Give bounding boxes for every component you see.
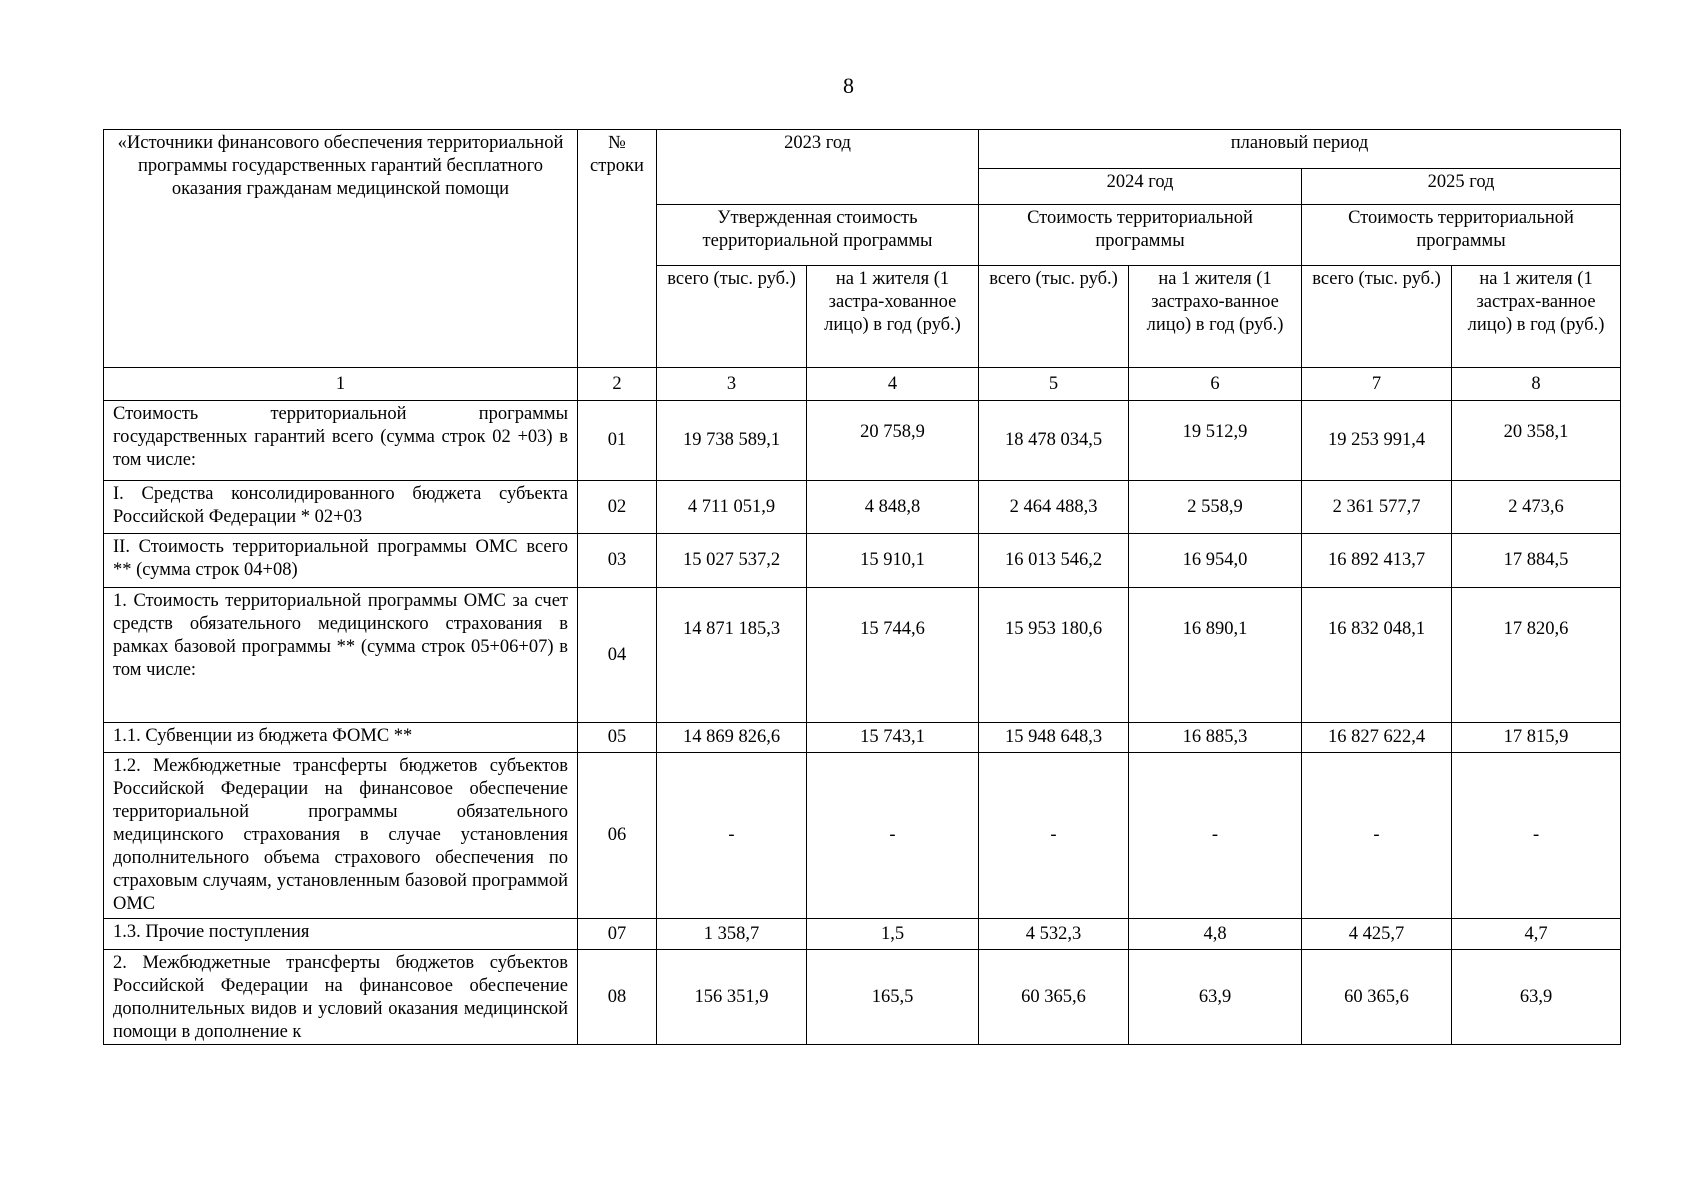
header-total-2025: всего (тыс. руб.) <box>1302 266 1452 368</box>
row-description: 1.3. Прочие поступления <box>104 919 578 950</box>
row-number: 01 <box>578 401 657 481</box>
value-cell: 60 365,6 <box>1302 950 1452 1045</box>
value-cell: 16 892 413,7 <box>1302 534 1452 588</box>
value-cell: 16 890,1 <box>1129 588 1302 723</box>
column-number-row <box>104 368 1621 401</box>
row-description: 1.1. Субвенции из бюджета ФОМС ** <box>104 723 578 753</box>
value-cell: 60 365,6 <box>979 950 1129 1045</box>
row-number: 03 <box>578 534 657 588</box>
value-cell: 165,5 <box>807 950 979 1045</box>
header-approved-cost: Утвержденная стоимость территориальной программы <box>657 205 979 266</box>
column-number: 2 <box>578 368 657 401</box>
value-cell: 16 013 546,2 <box>979 534 1129 588</box>
value-cell: 16 827 622,4 <box>1302 723 1452 753</box>
value-cell: 19 253 991,4 <box>1302 401 1452 481</box>
value-cell: 14 869 826,6 <box>657 723 807 753</box>
value-cell: - <box>1129 753 1302 919</box>
value-cell: - <box>979 753 1129 919</box>
value-cell: - <box>657 753 807 919</box>
value-cell: 14 871 185,3 <box>657 588 807 723</box>
header-total-2023: всего (тыс. руб.) <box>657 266 807 368</box>
row-number: 08 <box>578 950 657 1045</box>
row-number: 02 <box>578 481 657 534</box>
value-cell: 63,9 <box>1452 950 1621 1045</box>
column-number: 7 <box>1302 368 1452 401</box>
table-row <box>104 481 1621 534</box>
row-number: 06 <box>578 753 657 919</box>
table-row <box>104 534 1621 588</box>
table-row <box>104 401 1621 481</box>
value-cell: 16 832 048,1 <box>1302 588 1452 723</box>
header-per-capita-2025: на 1 жителя (1 застрах-ванное лицо) в год (руб.) <box>1452 266 1621 368</box>
column-number: 1 <box>104 368 578 401</box>
value-cell: 16 954,0 <box>1129 534 1302 588</box>
value-cell: 2 464 488,3 <box>979 481 1129 534</box>
value-cell: 4 848,8 <box>807 481 979 534</box>
value-cell: 4 425,7 <box>1302 919 1452 950</box>
column-number: 5 <box>979 368 1129 401</box>
row-description: 1.2. Межбюджетные трансферты бюджетов субъектов Российской Федерации на финансовое обеспечение территориальной программы обязательного медицинского страхования в случае установления дополнительного объема страхового обеспечения по страховым случаям, установленным базовой программой ОМС <box>104 753 578 919</box>
value-cell: 2 473,6 <box>1452 481 1621 534</box>
value-cell: 15 743,1 <box>807 723 979 753</box>
value-cell: 1 358,7 <box>657 919 807 950</box>
value-cell: 4,8 <box>1129 919 1302 950</box>
table-row <box>104 723 1621 753</box>
value-cell: 19 512,9 <box>1129 401 1302 481</box>
value-cell: 17 820,6 <box>1452 588 1621 723</box>
column-number: 4 <box>807 368 979 401</box>
column-number: 6 <box>1129 368 1302 401</box>
row-description: II. Стоимость территориальной программы ОМС всего ** (сумма строк 04+08) <box>104 534 578 588</box>
row-description: 1. Стоимость территориальной программы ОМС за счет средств обязательного медицинского страхования в рамках базовой программы ** (сумма строк 05+06+07) в том числе: <box>104 588 578 723</box>
table-row <box>104 919 1621 950</box>
value-cell: 2 558,9 <box>1129 481 1302 534</box>
value-cell: 4 711 051,9 <box>657 481 807 534</box>
header-year-2023: 2023 год <box>657 130 979 205</box>
value-cell: 15 948 648,3 <box>979 723 1129 753</box>
row-description: Стоимость территориальной программы государственных гарантий всего (сумма строк 02 +03) в том числе: <box>104 401 578 481</box>
table-row <box>104 753 1621 919</box>
row-description: 2. Межбюджетные трансферты бюджетов субъектов Российской Федерации на финансовое обеспечение дополнительных видов и условий оказания медицинской помощи в дополнение к <box>104 950 578 1045</box>
header-year-2024: 2024 год <box>979 169 1302 205</box>
page-number: 8 <box>843 73 854 98</box>
table-row <box>104 588 1621 723</box>
value-cell: 156 351,9 <box>657 950 807 1045</box>
value-cell: 20 758,9 <box>807 401 979 481</box>
value-cell: 15 744,6 <box>807 588 979 723</box>
value-cell: 63,9 <box>1129 950 1302 1045</box>
table-row <box>104 950 1621 1045</box>
header-total-2024: всего (тыс. руб.) <box>979 266 1129 368</box>
row-description: I. Средства консолидированного бюджета субъекта Российской Федерации * 02+03 <box>104 481 578 534</box>
financing-sources-table <box>103 129 1621 1045</box>
value-cell: 1,5 <box>807 919 979 950</box>
row-number: 07 <box>578 919 657 950</box>
value-cell: 19 738 589,1 <box>657 401 807 481</box>
header-per-capita-2024: на 1 жителя (1 застрахо-ванное лицо) в год (руб.) <box>1129 266 1302 368</box>
value-cell: 18 478 034,5 <box>979 401 1129 481</box>
value-cell: 15 953 180,6 <box>979 588 1129 723</box>
header-program-cost-2025: Стоимость территориальной программы <box>1302 205 1621 266</box>
header-per-capita-2023: на 1 жителя (1 застра-хованное лицо) в год (руб.) <box>807 266 979 368</box>
value-cell: 17 884,5 <box>1452 534 1621 588</box>
value-cell: 2 361 577,7 <box>1302 481 1452 534</box>
header-source-title: «Источники финансового обеспечения территориальной программы государственных гарантий бесплатного оказания гражданам медицинской помощи <box>104 130 578 368</box>
header-planned-period: плановый период <box>979 130 1621 169</box>
value-cell: 4,7 <box>1452 919 1621 950</box>
header-row-number: № строки <box>578 130 657 368</box>
column-number: 8 <box>1452 368 1621 401</box>
value-cell: 15 027 537,2 <box>657 534 807 588</box>
row-number: 04 <box>578 588 657 723</box>
header-program-cost-2024: Стоимость территориальной программы <box>979 205 1302 266</box>
value-cell: - <box>1452 753 1621 919</box>
value-cell: 16 885,3 <box>1129 723 1302 753</box>
value-cell: 4 532,3 <box>979 919 1129 950</box>
value-cell: 15 910,1 <box>807 534 979 588</box>
value-cell: 17 815,9 <box>1452 723 1621 753</box>
value-cell: - <box>1302 753 1452 919</box>
column-number: 3 <box>657 368 807 401</box>
header-year-2025: 2025 год <box>1302 169 1621 205</box>
value-cell: - <box>807 753 979 919</box>
value-cell: 20 358,1 <box>1452 401 1621 481</box>
row-number: 05 <box>578 723 657 753</box>
